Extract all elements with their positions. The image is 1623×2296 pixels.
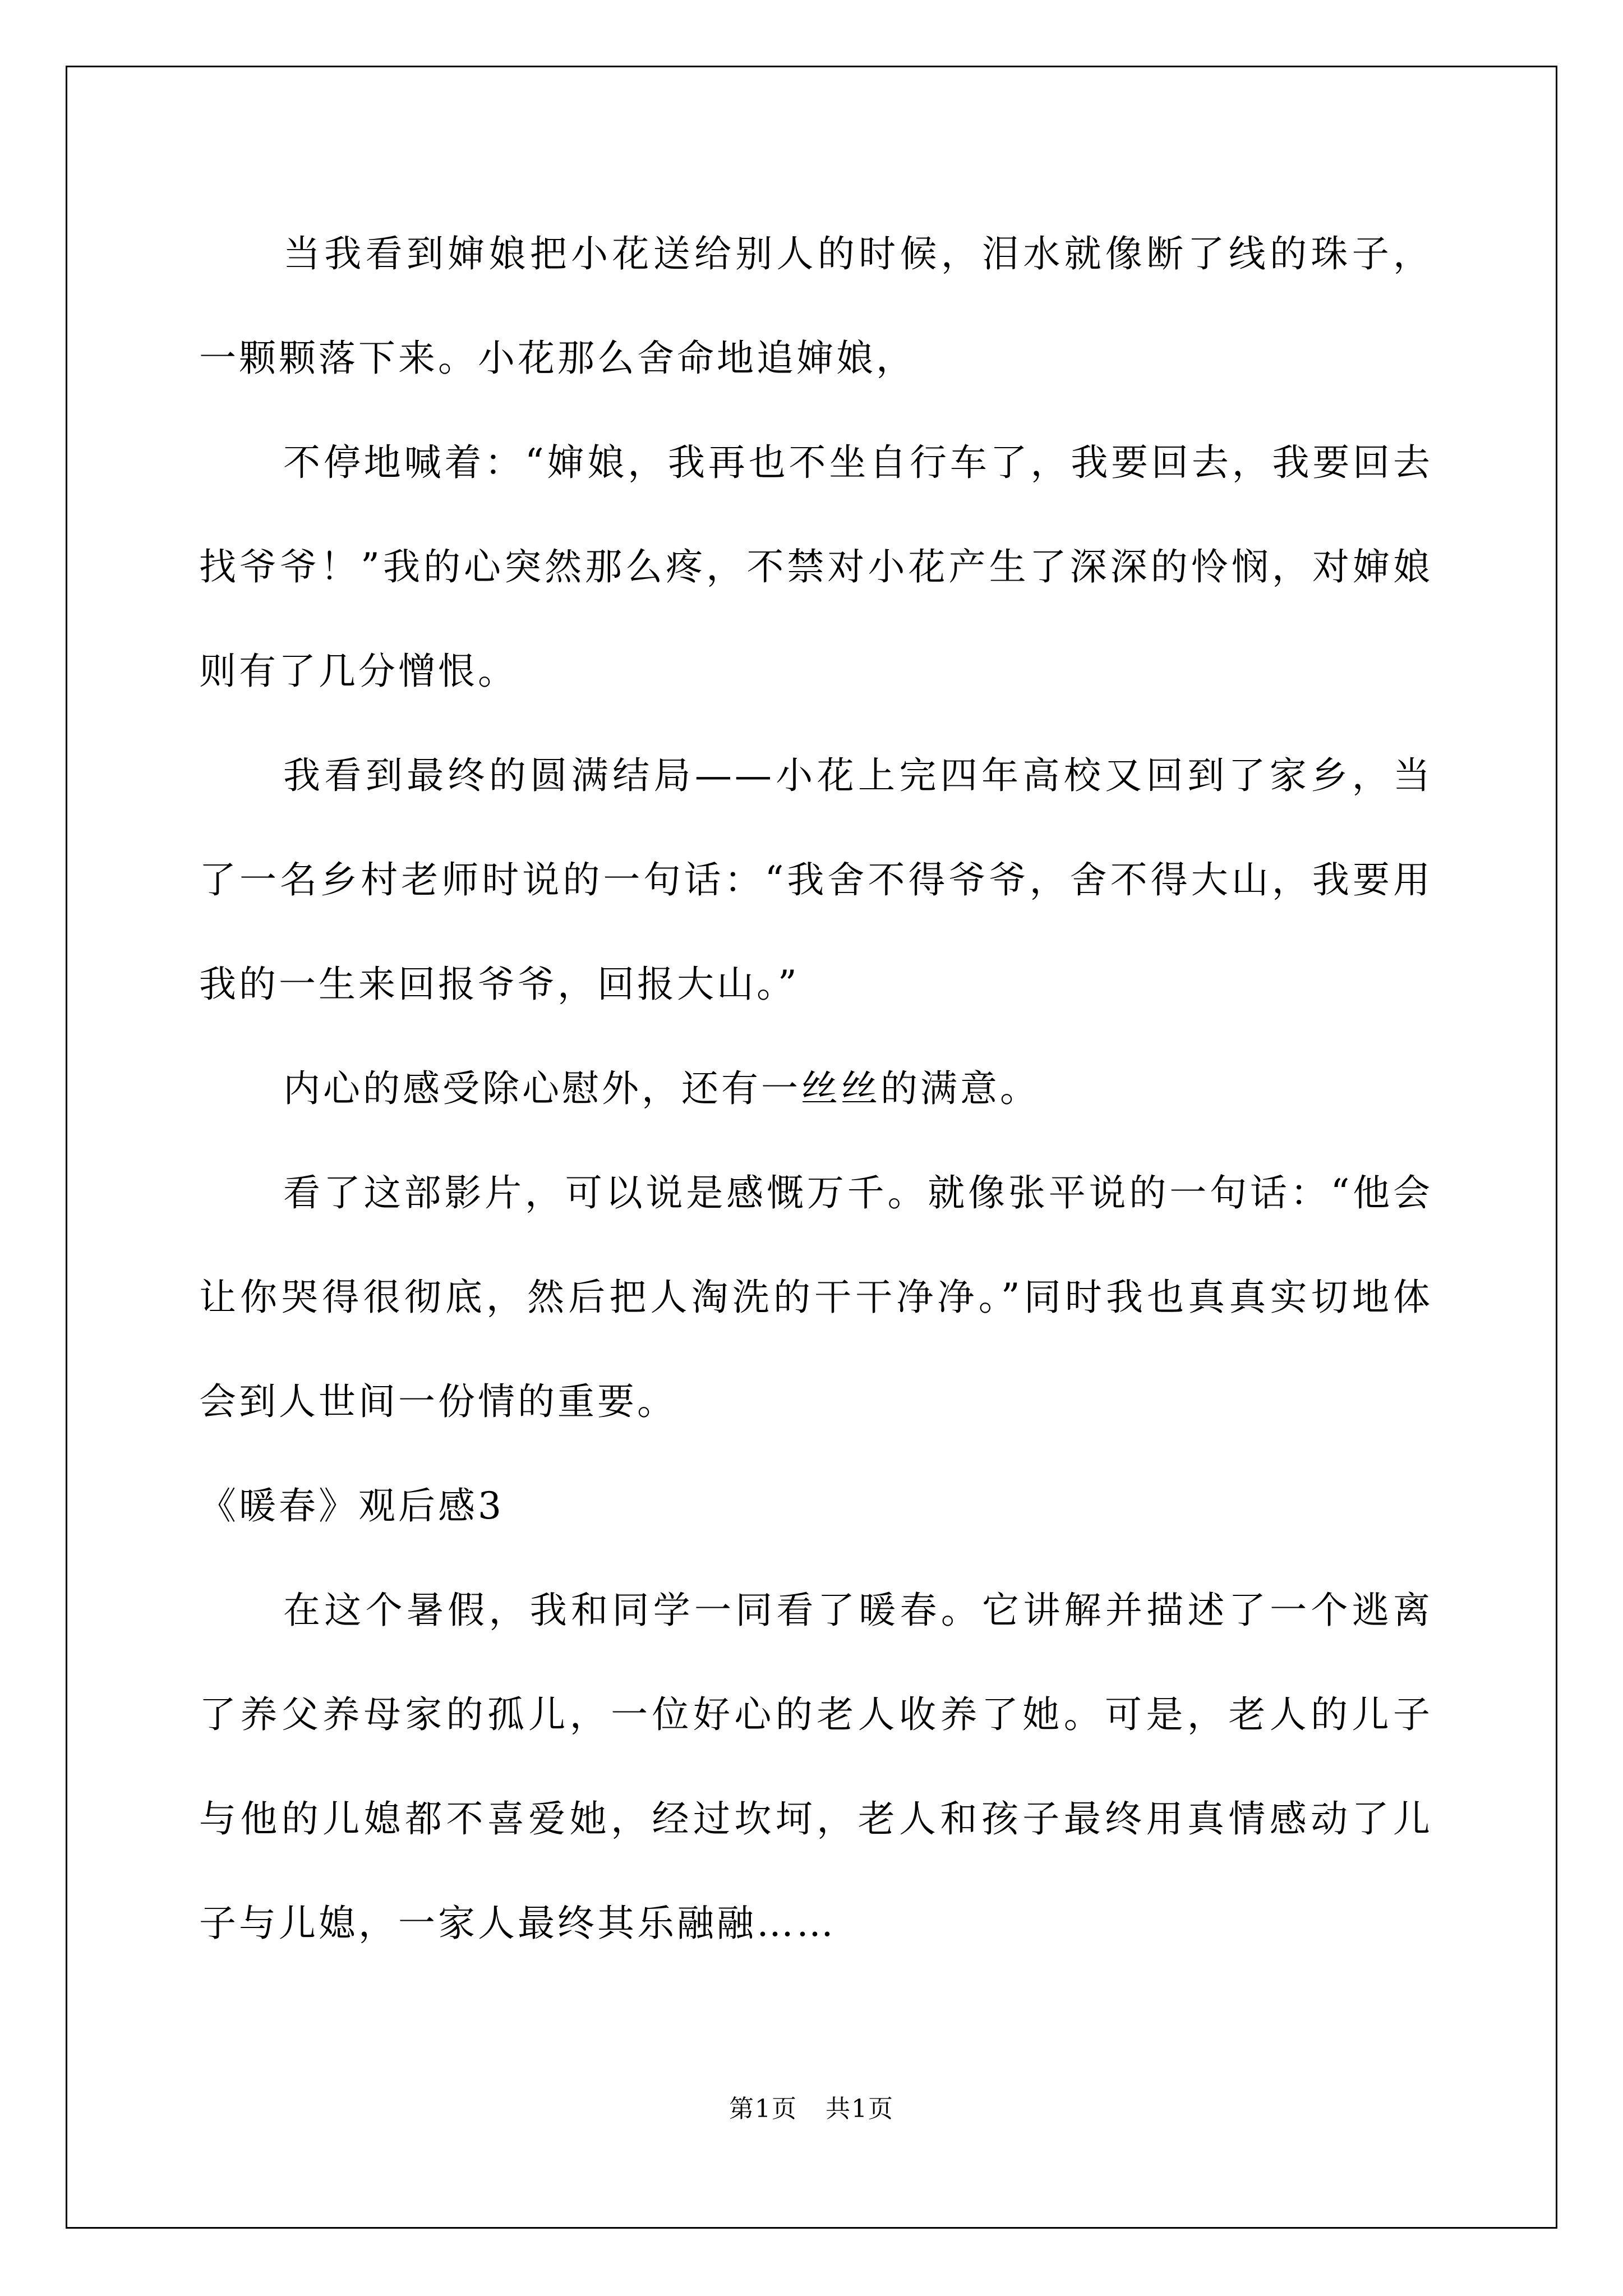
paragraph: 当我看到婶娘把小花送给别人的时候，泪水就像断了线的珠子，一颗颗落下来。小花那么舍命地追婶娘， [199,232,1433,380]
document-body [199,202,1433,1976]
section-heading: 《暖春》观后感3 [199,1484,504,1527]
page-number: 第1页 [729,2095,797,2123]
paragraph: 在这个暑假，我和同学一同看了暖春。它讲解并描述了一个逃离了养父养母家的孤儿，一位好心的老人收养了她。可是，老人的儿子与他的儿媳都不喜爱她，经过坎坷，老人和孩子最终用真情感动了儿子与儿媳，一家人最终其乐融融…… [199,1589,1433,1945]
paragraph: 内心的感受除心慰外，还有一丝丝的满意。 [283,1067,1040,1110]
paragraph: 不停地喊着：“婶娘，我再也不坐自行车了，我要回去，我要回去找爷爷！”我的心突然那么疼，不禁对小花产生了深深的怜悯，对婶娘则有了几分憎恨。 [199,441,1433,693]
paragraph: 我看到最终的圆满结局——小花上完四年高校又回到了家乡，当了一名乡村老师时说的一句话：“我舍不得爷爷，舍不得大山，我要用我的一生来回报爷爷，回报大山。” [199,754,1433,1006]
page-total: 共1页 [826,2095,894,2123]
paragraph: 看了这部影片，可以说是感慨万千。就像张平说的一句话：“他会让你哭得很彻底，然后把人淘洗的干干净净。”同时我也真真实切地体会到人世间一份情的重要。 [199,1171,1433,1423]
page-footer [0,2092,1623,2126]
